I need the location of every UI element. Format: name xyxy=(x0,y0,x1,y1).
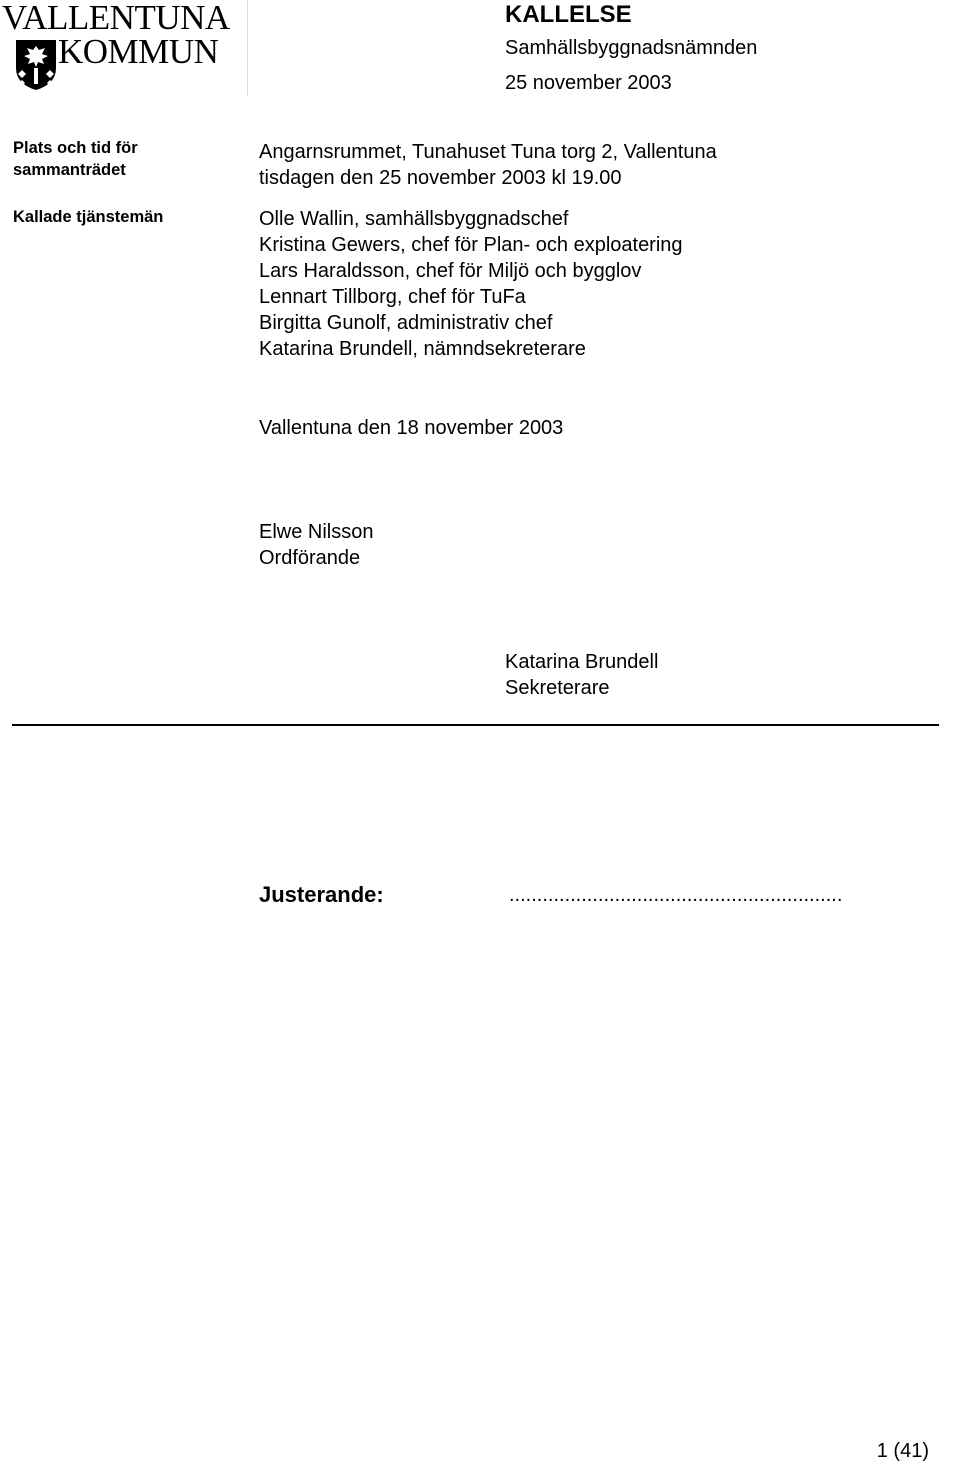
meeting-date: 25 november 2003 xyxy=(505,72,672,94)
committee-name: Samhällsbyggnadsnämnden xyxy=(505,37,758,59)
officials-label: Kallade tjänstemän xyxy=(13,208,164,226)
justerande-label: Justerande: xyxy=(259,882,384,907)
logo-divider xyxy=(247,0,248,96)
secretary-name: Katarina Brundell xyxy=(505,651,659,673)
official-entry: Olle Wallin, samhällsbyggnadschef xyxy=(259,208,569,230)
page-number: 1 (41) xyxy=(876,1440,929,1462)
official-entry: Birgitta Gunolf, administrativ chef xyxy=(259,312,553,334)
secretary-signature xyxy=(505,649,658,701)
official-entry: Lennart Tillborg, chef för TuFa xyxy=(259,286,526,308)
logo-text-line1: VALLENTUNA xyxy=(2,0,230,37)
meeting-details xyxy=(259,139,717,191)
official-entry: Katarina Brundell, nämndsekreterare xyxy=(259,338,586,360)
meeting-location: Angarnsrummet, Tunahuset Tuna torg 2, Vallentuna xyxy=(259,141,717,163)
horizontal-divider xyxy=(12,724,939,726)
municipality-logo xyxy=(0,0,250,96)
place-date: Vallentuna den 18 november 2003 xyxy=(259,417,564,439)
official-entry: Kristina Gewers, chef för Plan- och exploatering xyxy=(259,234,683,256)
logo-text-line2: KOMMUN xyxy=(58,32,219,71)
document-title: KALLELSE xyxy=(505,1,632,28)
meeting-time: tisdagen den 25 november 2003 kl 19.00 xyxy=(259,167,622,189)
officials-list xyxy=(259,206,683,362)
coat-of-arms-icon xyxy=(14,38,58,92)
official-entry: Lars Haraldsson, chef för Miljö och bygglov xyxy=(259,260,642,282)
chair-role: Ordförande xyxy=(259,547,361,569)
chair-name: Elwe Nilsson xyxy=(259,521,374,543)
justerande-signature-line: ............................................................ xyxy=(509,884,843,906)
chair-signature xyxy=(259,519,373,571)
secretary-role: Sekreterare xyxy=(505,677,610,699)
meeting-label: Plats och tid för sammanträdet xyxy=(13,139,138,179)
